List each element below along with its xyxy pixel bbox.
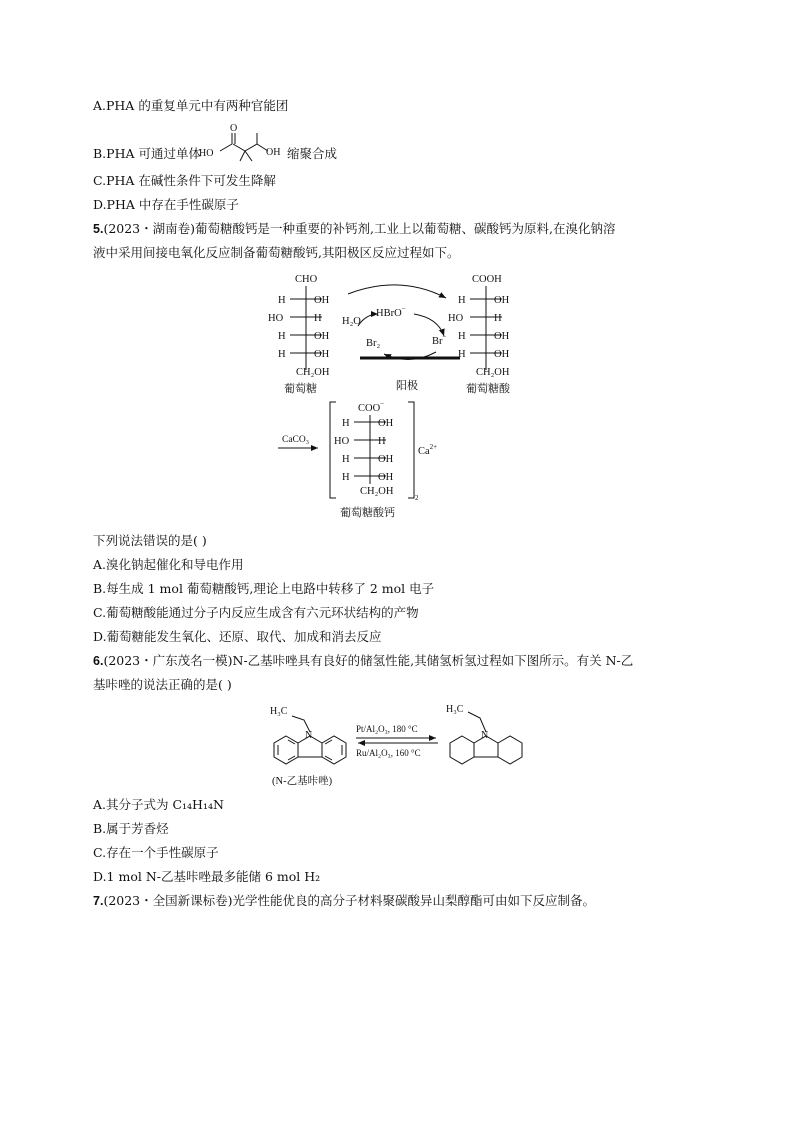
svg-text:H: H [314, 313, 322, 324]
svg-text:Ca2+: $Ca^{2+}$ [418, 443, 438, 457]
svg-text:H: H [494, 313, 502, 324]
q6-stem-text: N-乙基咔唑具有良好的储氢性能,其储氢析氢过程如下图所示。有关 N-乙 [232, 653, 634, 668]
svg-text:CH₂OH: CH₂OH [360, 486, 394, 497]
q4-option-b-prefix: B.PHA 可通过单体 [93, 146, 201, 161]
q7-source: (2023・全国新课标卷) [103, 893, 233, 908]
svg-text:H: H [342, 418, 350, 429]
q5-number: 5. [93, 222, 104, 236]
svg-text:H: H [278, 295, 286, 306]
condition-reverse: Ru/Al₂O₃, 160 °C [356, 748, 421, 758]
q6-source: (2023・广东茂名一模) [103, 653, 233, 668]
svg-text:COO−: COO− [358, 400, 385, 414]
caco3-text: CaCO₃ [282, 435, 310, 445]
hbro-to-br-arrow [414, 314, 444, 336]
perhydro-n: N [481, 730, 489, 741]
q5-source: (2023・湖南卷) [103, 221, 196, 236]
svg-text:HO: HO [448, 313, 464, 324]
br2-text: Br₂ [366, 338, 381, 349]
q5-option-a: A.溴化钠起催化和导电作用 [93, 557, 244, 572]
svg-text:H: H [458, 331, 466, 342]
gluconic-acid-label: 葡萄糖酸 [466, 383, 510, 395]
carbazole-caption: (N-乙基咔唑) [272, 776, 333, 787]
condition-forward: Pt/Al₂O₃, 180 °C [356, 724, 418, 734]
br-ion-text: Br− [432, 333, 447, 347]
monomer-o: O [230, 123, 238, 134]
svg-text:H: H [278, 349, 286, 360]
oxidation-arrow [348, 285, 446, 298]
q5-ask: 下列说法错误的是( ) [93, 533, 207, 548]
q5-stem-line1 [93, 220, 615, 238]
calcium-gluconate-label: 葡萄糖酸钙 [340, 507, 395, 519]
q5-option-b: B.每生成 1 mol 葡萄糖酸钙,理论上电路中转移了 2 mol 电子 [93, 581, 435, 596]
q6-stem-line1 [93, 652, 633, 670]
svg-text:H: H [342, 454, 350, 465]
svg-text:OH: OH [494, 295, 510, 306]
monomer-oh: OH [266, 147, 281, 158]
svg-text:COOH: COOH [472, 274, 502, 285]
gluconic-acid-structure [448, 274, 510, 378]
anode-label: 阳极 [396, 380, 418, 392]
svg-text:H: H [378, 436, 386, 447]
q6-option-a: A.其分子式为 C₁₄H₁₄N [93, 797, 224, 812]
monomer-ho: HO [199, 148, 214, 159]
q6-number: 6. [93, 654, 104, 668]
monomer-structure [198, 121, 290, 165]
q7-number: 7. [93, 894, 104, 908]
q4-option-c: C.PHA 在碱性条件下可发生降解 [93, 173, 276, 188]
carbazole-h3c: H₃C [270, 706, 288, 717]
svg-text:HO: HO [268, 313, 284, 324]
svg-text:OH: OH [314, 331, 330, 342]
q5-option-d: D.葡萄糖能发生氧化、还原、取代、加成和消去反应 [93, 629, 382, 644]
q4-option-a: A.PHA 的重复单元中有两种官能团 [93, 98, 289, 113]
svg-text:CH₂OH: CH₂OH [296, 367, 330, 378]
svg-text:OH: OH [494, 331, 510, 342]
q5-stem-line2: 液中采用间接电氧化反应制备葡萄糖酸钙,其阳极区反应过程如下。 [93, 245, 460, 260]
q7-stem-text: 光学性能优良的高分子材料聚碳酸异山梨醇酯可由如下反应制备。 [232, 893, 596, 908]
svg-text:H: H [458, 349, 466, 360]
svg-text:2: 2 [415, 494, 419, 502]
svg-text:OH: OH [378, 454, 394, 465]
svg-text:OH: OH [378, 418, 394, 429]
svg-text:OH: OH [494, 349, 510, 360]
q5-option-c: C.葡萄糖酸能通过分子内反应生成含有六元环状结构的产物 [93, 605, 419, 620]
q5-stem-text: 葡萄糖酸钙是一种重要的补钙剂,工业上以葡萄糖、碳酸钙为原料,在溴化钠溶 [195, 221, 616, 236]
q6-option-d: D.1 mol N-乙基咔唑最多能储 6 mol H₂ [93, 869, 321, 884]
hbro-text: HBrO− [376, 305, 406, 319]
calcium-gluconate-structure [330, 400, 437, 502]
svg-text:H: H [458, 295, 466, 306]
q6-stem-line2: 基咔唑的说法正确的是( ) [93, 677, 232, 692]
svg-text:OH: OH [314, 295, 330, 306]
svg-text:CH₂OH: CH₂OH [476, 367, 510, 378]
svg-text:H: H [278, 331, 286, 342]
carbazole-hydrogenation-figure [262, 698, 532, 790]
svg-text:HO: HO [334, 436, 350, 447]
glucose-label: 葡萄糖 [284, 383, 317, 395]
gluconate-electrolysis-figure [260, 270, 560, 520]
q7-stem [93, 892, 595, 910]
q4-option-d: D.PHA 中存在手性碳原子 [93, 197, 239, 212]
perhydro-h3c: H₃C [446, 704, 464, 715]
q4-option-b-suffix: 缩聚合成 [286, 146, 337, 161]
svg-text:OH: OH [378, 472, 394, 483]
h2o-to-hbro-arrow [358, 314, 378, 326]
svg-text:H: H [342, 472, 350, 483]
carbazole-n: N [305, 730, 313, 741]
svg-text:OH: OH [314, 349, 330, 360]
q6-option-b: B.属于芳香烃 [93, 821, 169, 836]
glucose-structure [268, 274, 330, 378]
svg-text:CHO: CHO [295, 274, 318, 285]
q6-option-c: C.存在一个手性碳原子 [93, 845, 219, 860]
h2o-text: H₂O [342, 316, 361, 327]
